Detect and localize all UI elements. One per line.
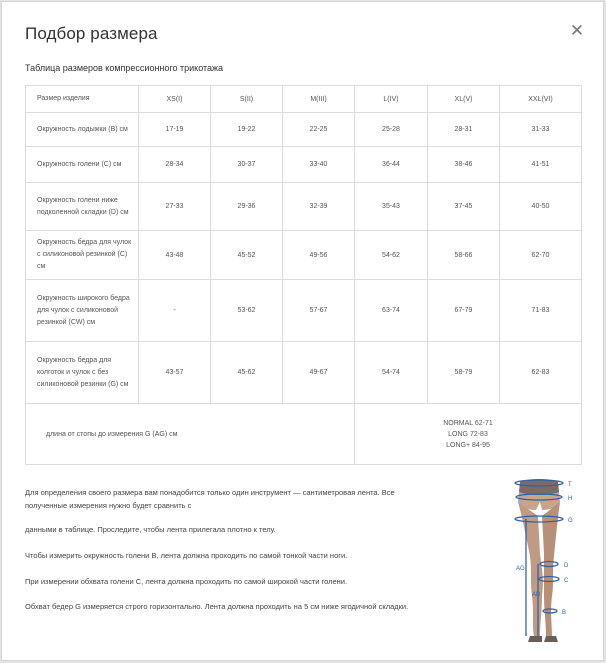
table-row (26, 183, 582, 231)
table-cell: 19-22 (211, 113, 283, 147)
table-cell: 35-43 (355, 183, 428, 231)
length-normal: NORMAL 62-71 (443, 419, 493, 427)
row-label: Окружность широкого бедра для чулок с силиконовой резинкой (CW) см (26, 280, 139, 342)
table-cell: 31-33 (500, 113, 582, 147)
row-label: Окружность лодыжки (B) см (26, 113, 139, 147)
table-header-row (26, 86, 582, 113)
modal-title: Подбор размера (25, 24, 158, 43)
table-cell: 54-62 (355, 231, 428, 280)
table-cell: 58-79 (428, 342, 500, 404)
header-cell-size: XXL(VI) (500, 86, 582, 113)
length-long: LONG 72-83 (448, 430, 488, 438)
table-cell: 45-52 (211, 231, 283, 280)
table-cell: 33-40 (283, 147, 355, 183)
table-cell: 17-19 (139, 113, 211, 147)
table-cell: - (139, 280, 211, 342)
instruction-line: При измерении обхвата голени C, лента должна проходить по самой широкой части голени. (25, 577, 348, 586)
label-c: C (564, 578, 569, 584)
instruction-line: Чтобы измерить окружность голени B, лента должна проходить по самой тонкой части ноги. (25, 551, 348, 560)
table-row (26, 113, 582, 147)
instruction-line: полученные измерения нужно будет сравнить с (25, 501, 192, 510)
table-cell: 71-83 (500, 280, 582, 342)
label-b: B (562, 610, 567, 616)
label-ag: AG (516, 566, 525, 572)
size-guide-modal (1, 1, 604, 661)
header-cell-label: Размер изделия (26, 86, 139, 113)
label-d: D (564, 563, 569, 569)
table-cell: 41-51 (500, 147, 582, 183)
label-h: H (568, 496, 573, 502)
table-cell: 25-28 (355, 113, 428, 147)
table-cell: 49-56 (283, 231, 355, 280)
table-cell: 49-67 (283, 342, 355, 404)
label-g: G (568, 518, 573, 524)
footer-label: длина от стопы до измерения G (AG) см (26, 404, 355, 465)
table-cell: 45-62 (211, 342, 283, 404)
instruction-line: Обхват бедер G измеряется строго горизонтально. Лента должна проходить на 5 см ниже ягодичной складки. (25, 602, 409, 611)
table-row (26, 280, 582, 342)
header-cell-size: XL(V) (428, 86, 500, 113)
header-cell-size: S(II) (211, 86, 283, 113)
instruction-line: Для определения своего размера вам понадобится только один инструмент — сантиметровая лента. Все (25, 488, 395, 497)
table-cell: 63-74 (355, 280, 428, 342)
header-cell-size: L(IV) (355, 86, 428, 113)
label-t: T (568, 482, 572, 488)
table-subtitle: Таблица размеров компрессионного трикотажа (25, 63, 224, 73)
table-cell: 38-46 (428, 147, 500, 183)
row-label: Окружность бедра для чулок с силиконовой резинкой (C) см (26, 231, 139, 280)
table-cell: 43-48 (139, 231, 211, 280)
row-label: Окружность бедра для колготок и чулок с без силиконовой резинки (G) см (26, 342, 139, 404)
table-row (26, 231, 582, 280)
table-cell: 29-36 (211, 183, 283, 231)
measurement-diagram (506, 476, 588, 646)
close-icon[interactable]: ✕ (569, 21, 585, 41)
label-ad: AD (532, 592, 541, 598)
table-cell: 28-34 (139, 147, 211, 183)
table-cell: 36-44 (355, 147, 428, 183)
table-cell: 27-33 (139, 183, 211, 231)
table-cell: 37-45 (428, 183, 500, 231)
table-row (26, 342, 582, 404)
instruction-line: данными в таблице. Проследите, чтобы лента прилегала плотно к телу. (25, 525, 276, 534)
row-label: Окружность голени ниже подколенной складки (D) см (26, 183, 139, 231)
table-footer-row (26, 404, 582, 465)
row-label: Окружность голени (C) см (26, 147, 139, 183)
table-cell: 57-67 (283, 280, 355, 342)
footer-values (355, 404, 582, 465)
table-cell: 40-50 (500, 183, 582, 231)
table-cell: 67-79 (428, 280, 500, 342)
header-cell-size: M(III) (283, 86, 355, 113)
legs-illustration (518, 479, 560, 642)
table-cell: 53-62 (211, 280, 283, 342)
table-cell: 28-31 (428, 113, 500, 147)
table-row (26, 147, 582, 183)
table-cell: 30-37 (211, 147, 283, 183)
length-long-plus: LONG+ 84-95 (446, 441, 490, 449)
table-cell: 54-74 (355, 342, 428, 404)
table-cell: 22-25 (283, 113, 355, 147)
table-cell: 62-70 (500, 231, 582, 280)
size-table (25, 85, 582, 465)
table-cell: 58-66 (428, 231, 500, 280)
table-cell: 62-83 (500, 342, 582, 404)
header-cell-size: XS(I) (139, 86, 211, 113)
table-cell: 32-39 (283, 183, 355, 231)
table-cell: 43-57 (139, 342, 211, 404)
